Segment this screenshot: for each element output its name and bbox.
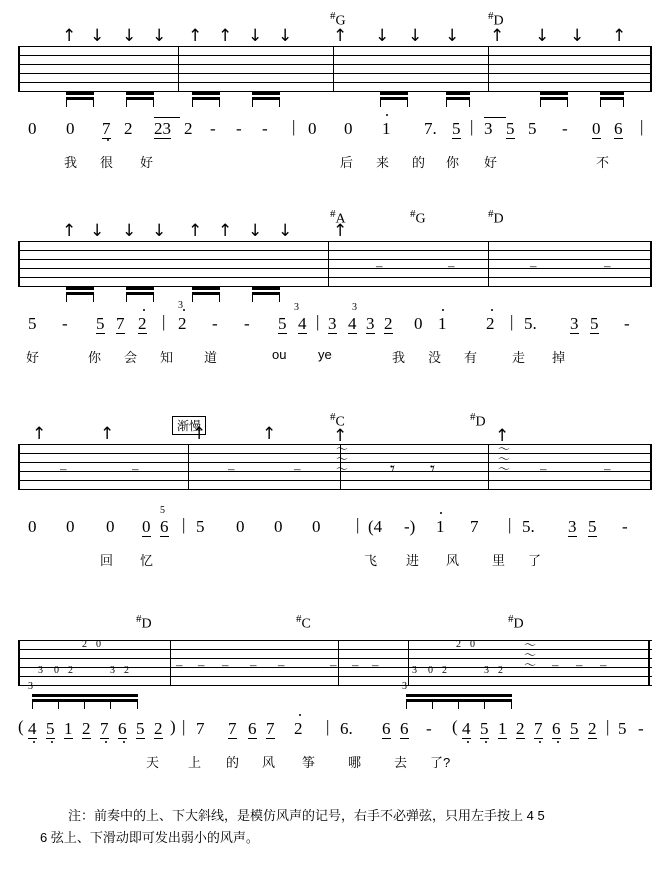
sustain-dash: –: [576, 657, 583, 672]
chord-symbol: #D: [488, 208, 504, 227]
barline: [408, 640, 409, 686]
melody-note: 2: [124, 119, 133, 138]
melody-note: 6: [118, 719, 127, 738]
staff-line: [18, 268, 652, 269]
barline: [488, 444, 489, 490]
octave-dot: [442, 309, 444, 311]
melody-note: 1: [436, 517, 445, 536]
barline: [18, 444, 20, 490]
footnote: [40, 805, 640, 849]
melody-note: 5: [46, 719, 55, 738]
barline: [488, 241, 489, 287]
melody-note: 1: [438, 314, 447, 333]
sustain-dash: –: [222, 657, 229, 672]
chord-symbol: #A: [330, 208, 346, 227]
sustain-dash: –: [352, 657, 359, 672]
melody-note: 0: [28, 517, 37, 536]
staff-line: [18, 489, 652, 490]
barline: [18, 640, 20, 686]
barline: [488, 46, 489, 92]
melody-note: 1: [498, 719, 507, 738]
melody-note: 2: [384, 314, 393, 333]
melody-note: 0: [592, 119, 601, 138]
melody-note: (: [452, 717, 458, 736]
footnote-line-2: 6 弦上、下滑动即可发出弱小的风声。: [40, 830, 259, 845]
strum-up-arrow: [188, 223, 202, 240]
staff-line: [18, 277, 652, 278]
sustain-dash: –: [198, 657, 205, 672]
tab-fret-number: 0: [470, 639, 475, 650]
melody-note: 3: [570, 314, 579, 333]
barline: [188, 444, 189, 490]
rest-symbol: 𝄾: [430, 458, 436, 480]
tie-line: [484, 117, 506, 118]
tab-fret-number: 0: [54, 665, 59, 676]
strum-down-arrow: [248, 28, 262, 45]
melody-note: -: [624, 314, 630, 333]
sustain-dash: –: [330, 657, 337, 672]
strum-down-arrow: [90, 28, 104, 45]
staff-line: [18, 471, 652, 472]
grace-note: 5: [160, 505, 165, 516]
barline: [338, 640, 339, 686]
melody-note: 0: [106, 517, 115, 536]
melody-note: 0: [236, 517, 245, 536]
staff-line: [18, 64, 652, 65]
measure-divider: |: [510, 312, 514, 331]
octave-dot: [51, 741, 53, 743]
sustain-dash: –: [250, 657, 257, 672]
tab-fret-number: 3: [28, 681, 33, 692]
sustain-dash: –: [294, 461, 301, 476]
melody-note: 5: [528, 119, 537, 138]
staff-line: [18, 453, 652, 454]
staff-line: [18, 286, 652, 287]
melody-note: 7: [196, 719, 205, 738]
arpeggio-roll: 〜 〜 〜: [336, 442, 349, 476]
tempo-marking: 渐慢: [172, 416, 206, 435]
arpeggio-roll: 〜 〜 〜: [498, 442, 511, 476]
strum-up-arrow: [32, 426, 46, 443]
chord-symbol: #D: [488, 10, 504, 29]
octave-dot: [33, 741, 35, 743]
staff-line: [18, 462, 652, 463]
sustain-dash: –: [228, 461, 235, 476]
sustain-dash: –: [176, 657, 183, 672]
melody-note: 0: [66, 517, 75, 536]
staff-line: [18, 640, 652, 641]
melody-note: 3: [328, 314, 337, 333]
barline: [18, 46, 20, 92]
melody-note: -: [262, 119, 268, 138]
staff-line: [18, 46, 652, 47]
strum-down-arrow: [122, 223, 136, 240]
barline: [648, 640, 650, 686]
melody-note: -: [236, 119, 242, 138]
melody-note: 0: [308, 119, 317, 138]
triplet-marker: 3: [352, 302, 357, 313]
sustain-dash: –: [600, 657, 607, 672]
chord-symbol: #G: [330, 10, 346, 29]
melody-note: 7: [116, 314, 125, 333]
strum-down-arrow: [375, 28, 389, 45]
barline: [178, 46, 179, 92]
system-2: #A #G #D ↑ ↓ ↓ ↓ ↑ ↑ ↓ ↓ ↑ – – – – 5 - 5 7 2 | 2 3 - - 5 4 3 | 3 4 3 2 3 0 1 2 | 5. 3 5 - 好 你 会 知 道 ou ye 我 没 有 走 掉: [0, 195, 670, 375]
staff-line: [18, 55, 652, 56]
octave-dot: [485, 741, 487, 743]
measure-divider: |: [316, 312, 320, 331]
strum-up-arrow: [333, 223, 347, 240]
tie-line: [154, 117, 180, 118]
strum-down-arrow: [122, 28, 136, 45]
melody-note: -: [62, 314, 68, 333]
melody-note: 2: [178, 314, 187, 333]
melody-note: 5.: [524, 314, 537, 333]
strum-up-arrow: [62, 223, 76, 240]
chord-symbol: #G: [410, 208, 426, 227]
melody-note: 7.: [424, 119, 437, 138]
sustain-dash: –: [278, 657, 285, 672]
melody-note: -: [244, 314, 250, 333]
barline: [333, 46, 334, 92]
melody-note: (: [18, 717, 24, 736]
tab-fret-number: 0: [96, 639, 101, 650]
melody-note: 2: [294, 719, 303, 738]
strum-up-arrow: [100, 426, 114, 443]
barline: [18, 241, 20, 287]
melody-note: 0: [312, 517, 321, 536]
octave-dot: [123, 741, 125, 743]
octave-dot: [539, 741, 541, 743]
melody-note: 6.: [340, 719, 353, 738]
chord-symbol: #D: [508, 613, 524, 632]
staff-line: [18, 649, 652, 650]
triplet-marker: 3: [294, 302, 299, 313]
melody-note: 5: [506, 119, 515, 138]
strum-down-arrow: [152, 223, 166, 240]
melody-note: 4: [298, 314, 307, 333]
octave-dot: [299, 714, 301, 716]
octave-dot: [491, 309, 493, 311]
melody-note: 5: [570, 719, 579, 738]
octave-dot: [107, 139, 109, 141]
melody-note: 4: [28, 719, 37, 738]
tab-fret-number: 2: [124, 665, 129, 676]
sustain-dash: –: [604, 258, 611, 273]
strum-down-arrow: [90, 223, 104, 240]
melody-note: 7: [228, 719, 237, 738]
melody-note: 6: [400, 719, 409, 738]
melody-note: -): [404, 517, 416, 536]
strum-up-arrow: [188, 28, 202, 45]
melody-note: 7: [100, 719, 109, 738]
melody-note: 2: [154, 719, 163, 738]
strum-down-arrow: [445, 28, 459, 45]
melody-note: 3: [568, 517, 577, 536]
strum-up-arrow: [333, 28, 347, 45]
melody-note: 5: [452, 119, 461, 138]
melody-note: 1: [382, 119, 391, 138]
barline: [650, 444, 652, 490]
melody-note: 7: [102, 119, 111, 138]
strum-up-arrow: [495, 428, 509, 445]
staff-line: [18, 241, 652, 242]
strum-up-arrow: [612, 28, 626, 45]
melody-note: 5: [618, 719, 627, 738]
melody-note: 0: [142, 517, 151, 536]
strum-up-arrow: [218, 223, 232, 240]
melody-note: 0: [66, 119, 75, 138]
tab-fret-number: 3: [38, 665, 43, 676]
sustain-dash: –: [60, 461, 67, 476]
melody-note: 6: [382, 719, 391, 738]
staff-line: [18, 685, 652, 686]
melody-note: 6: [160, 517, 169, 536]
melody-note: 2: [516, 719, 525, 738]
chord-symbol: #D: [136, 613, 152, 632]
melody-note: 7: [470, 517, 479, 536]
measure-divider: |: [162, 312, 166, 331]
staff-line: [18, 73, 652, 74]
barline: [170, 640, 171, 686]
chord-symbol: #D: [470, 411, 486, 430]
strum-up-arrow: [62, 28, 76, 45]
melody-note: 5: [588, 517, 597, 536]
measure-divider: |: [470, 117, 474, 136]
measure-divider: |: [182, 515, 186, 534]
melody-note: 6: [614, 119, 623, 138]
tab-fret-number: 2: [68, 665, 73, 676]
strum-down-arrow: [278, 28, 292, 45]
system-3: 渐慢 #C #D ↑ ↑ ↑ ↑ – – – – – – 〜 〜 〜 〜 〜 〜 ↑ ↑ 𝄾 𝄾 0 0 0 0 6 5 | 5 0 0 0 | (4 -) 1 7 | 5. 3 5 - 回 忆 飞 进 风 里 了: [0, 398, 670, 578]
melody-note: 6: [248, 719, 257, 738]
sustain-dash: –: [552, 657, 559, 672]
chord-symbol: #C: [296, 613, 311, 632]
sustain-dash: –: [604, 461, 611, 476]
melody-note: 5: [278, 314, 287, 333]
octave-dot: [143, 309, 145, 311]
system-1: #G #D ↑ ↓ ↓ ↓ ↑ ↑ ↓ ↓ ↑ ↓ ↓ ↓ ↑ ↓ ↓ ↑ 0 0 7 2 23 2 - - - | 0 0 1 7. 5 | 3 5 5 - 0 6 | 我 很 好 后 来 的 你 好 不: [0, 0, 670, 180]
tab-fret-number: 2: [456, 639, 461, 650]
chord-symbol: #C: [330, 411, 345, 430]
melody-note: -: [212, 314, 218, 333]
tab-fret-number: 3: [412, 665, 417, 676]
octave-dot: [386, 114, 388, 116]
octave-dot: [183, 309, 185, 311]
measure-divider: |: [182, 717, 186, 736]
melody-note: 7: [266, 719, 275, 738]
melody-note: 2: [82, 719, 91, 738]
tab-fret-number: 2: [82, 639, 87, 650]
melody-note: 3: [366, 314, 375, 333]
tab-fret-number: 2: [498, 665, 503, 676]
sustain-dash: –: [530, 258, 537, 273]
melody-note: 0: [344, 119, 353, 138]
melody-note: 0: [274, 517, 283, 536]
octave-dot: [467, 741, 469, 743]
melody-note: -: [426, 719, 432, 738]
barline: [650, 241, 652, 287]
strum-down-arrow: [408, 28, 422, 45]
strum-up-arrow: [262, 426, 276, 443]
strum-down-arrow: [570, 28, 584, 45]
octave-dot: [557, 741, 559, 743]
melody-note: 23: [154, 119, 171, 138]
staff-line: [18, 82, 652, 83]
melody-note: 5: [136, 719, 145, 738]
tab-fret-number: 2: [442, 665, 447, 676]
rest-symbol: 𝄾: [390, 458, 396, 480]
tab-fret-number: 3: [402, 681, 407, 692]
strum-down-arrow: [278, 223, 292, 240]
melody-note: ): [170, 717, 176, 736]
measure-divider: |: [606, 717, 610, 736]
melody-note: 0: [28, 119, 37, 138]
melody-note: 2: [588, 719, 597, 738]
tab-staff: [18, 46, 652, 92]
arpeggio-roll: 〜 〜 〜: [524, 638, 537, 672]
melody-note: 4: [348, 314, 357, 333]
tab-fret-number: 0: [428, 665, 433, 676]
sustain-dash: –: [540, 461, 547, 476]
melody-note: 2: [184, 119, 193, 138]
tab-fret-number: 3: [110, 665, 115, 676]
strum-down-arrow: [535, 28, 549, 45]
melody-note: 4: [462, 719, 471, 738]
tab-staff: [18, 444, 652, 490]
melody-note: -: [210, 119, 216, 138]
melody-note: 2: [138, 314, 147, 333]
melody-note: -: [638, 719, 644, 738]
melody-note: 3: [484, 119, 493, 138]
melody-note: 5: [96, 314, 105, 333]
octave-dot: [440, 512, 442, 514]
tab-fret-number: 3: [484, 665, 489, 676]
melody-note: 5: [28, 314, 37, 333]
sustain-dash: –: [132, 461, 139, 476]
melody-note: 5: [480, 719, 489, 738]
system-4: #D #C #D 2 0 3 0 2 3 2 3 – – – – – – – – 2 0 3 0 2 3 2 3 〜 〜 〜 – – – ( 4 5 1 2 7 6 5 2 ) | 7 7 6 7 2 | 6. 6 6 - ( 4 5 1 2 7 6 5 2 | 5 - 天 上 的 风 筝 哪 去 了?: [0, 600, 670, 780]
melody-note: -: [622, 517, 628, 536]
melody-note: 1: [64, 719, 73, 738]
strum-down-arrow: [152, 28, 166, 45]
melody-note: 5.: [522, 517, 535, 536]
barline: [328, 241, 329, 287]
octave-dot: [105, 741, 107, 743]
strum-down-arrow: [248, 223, 262, 240]
measure-divider: |: [326, 717, 330, 736]
strum-up-arrow: [490, 28, 504, 45]
measure-divider: |: [640, 117, 644, 136]
strum-up-arrow: [218, 28, 232, 45]
triplet-marker: 3: [178, 300, 183, 311]
measure-divider: |: [508, 515, 512, 534]
sustain-dash: –: [372, 657, 379, 672]
staff-line: [18, 250, 652, 251]
strum-up-arrow: [192, 426, 206, 443]
footnote-line-1: 注：前奏中的上、下大斜线，是模仿风声的记号，右手不必弹弦，只用左手按上 4 5: [68, 808, 545, 823]
tab-staff: [18, 241, 652, 287]
sustain-dash: –: [448, 258, 455, 273]
melody-note: 5: [196, 517, 205, 536]
melody-note: 7: [534, 719, 543, 738]
staff-line: [18, 259, 652, 260]
barline: [650, 46, 652, 92]
melody-note: (4: [368, 517, 383, 536]
melody-note: 6: [552, 719, 561, 738]
strum-up-arrow: [333, 428, 347, 445]
melody-note: 0: [414, 314, 423, 333]
melody-note: 5: [590, 314, 599, 333]
measure-divider: |: [292, 117, 296, 136]
staff-line: [18, 480, 652, 481]
sustain-dash: –: [376, 258, 383, 273]
melody-note: 2: [486, 314, 495, 333]
measure-divider: |: [356, 515, 360, 534]
melody-note: -: [562, 119, 568, 138]
